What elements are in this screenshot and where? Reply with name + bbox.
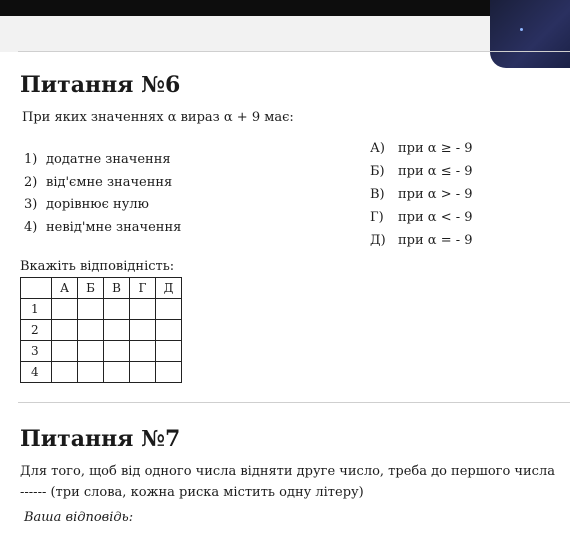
grid-row: [21, 362, 182, 383]
option-number: 3): [24, 197, 38, 212]
option-number: 4): [24, 219, 38, 235]
answer-text: при α > - 9: [398, 187, 473, 202]
divider: [18, 51, 570, 52]
grid-cell[interactable]: [104, 320, 130, 341]
grid-cell[interactable]: [78, 341, 104, 362]
answer-text: при α < - 9: [398, 210, 473, 225]
grid-cell[interactable]: [52, 362, 78, 383]
option-text: дорівнює нулю: [46, 197, 149, 212]
option-text: від'ємне значення: [46, 174, 173, 190]
grid-cell[interactable]: [130, 341, 156, 362]
grid-cell[interactable]: [156, 362, 182, 383]
top-bar: [0, 0, 570, 16]
option-number: 2): [24, 174, 38, 190]
answer-item: [370, 164, 473, 187]
question-6-prompt: При яких значеннях α вираз α + 9 має:: [22, 110, 294, 125]
grid-cell[interactable]: [52, 299, 78, 320]
matching-grid: [20, 277, 182, 383]
answer-item: [370, 233, 473, 256]
grid-row-header: 4: [21, 362, 52, 383]
answer-item: [370, 187, 473, 210]
grid-column-header: В: [104, 278, 130, 299]
grid-cell[interactable]: [130, 362, 156, 383]
corner-widget: [490, 0, 570, 68]
answer-letter: Д): [370, 233, 386, 248]
divider: [18, 402, 570, 403]
grid-row-header: 1: [21, 299, 52, 320]
answer-item: [370, 210, 473, 233]
grid-cell[interactable]: [104, 362, 130, 383]
grid-cell[interactable]: [104, 341, 130, 362]
answer-text: при α ≥ - 9: [398, 141, 473, 156]
answer-item: [370, 141, 473, 164]
option-item: [24, 152, 181, 175]
grid-cell[interactable]: [130, 320, 156, 341]
grid-row: [21, 320, 182, 341]
answer-letter: А): [370, 141, 385, 156]
grid-row-header: 2: [21, 320, 52, 341]
option-number: 1): [24, 152, 38, 167]
grid-column-header: А: [52, 278, 78, 299]
grid-column-header: Г: [130, 278, 156, 299]
grid-cell[interactable]: [156, 341, 182, 362]
answer-text: при α ≤ - 9: [398, 164, 473, 179]
grid-cell[interactable]: [52, 320, 78, 341]
answer-field-label[interactable]: Ваша відповідь:: [24, 510, 134, 525]
grid-cell[interactable]: [130, 299, 156, 320]
grid-header-row: [21, 278, 182, 299]
match-label: Вкажіть відповідність:: [20, 259, 175, 274]
grid-cell[interactable]: [52, 341, 78, 362]
option-item: [24, 197, 181, 220]
option-text: невід'мне значення: [46, 219, 182, 235]
grid-cell[interactable]: [78, 299, 104, 320]
grid-row: [21, 341, 182, 362]
option-list: [24, 152, 181, 242]
grid-cell[interactable]: [156, 320, 182, 341]
answer-letter: Г): [370, 210, 384, 225]
answer-letter: В): [370, 187, 385, 202]
header-strip: [0, 16, 570, 52]
option-item: [24, 175, 181, 198]
question-7-line-1: Для того, щоб від одного числа відняти друге число, треба до першого числа: [20, 464, 555, 479]
answer-text: при α = - 9: [398, 233, 473, 248]
grid-cell[interactable]: [78, 362, 104, 383]
option-text: додатне значення: [46, 152, 171, 167]
corner-dot: [520, 28, 523, 31]
grid-column-header: Б: [78, 278, 104, 299]
question-7-title: Питання №7: [20, 426, 181, 452]
grid-cell[interactable]: [78, 320, 104, 341]
question-7-line-2: ------ (три слова, кожна риска містить одну літеру): [20, 485, 364, 500]
grid-row-header: 3: [21, 341, 52, 362]
grid-cell[interactable]: [156, 299, 182, 320]
grid-cell[interactable]: [104, 299, 130, 320]
question-6-title: Питання №6: [20, 72, 181, 98]
option-item: [24, 220, 181, 243]
answer-letter: Б): [370, 164, 385, 179]
grid-column-header: Д: [156, 278, 182, 299]
grid-row: [21, 299, 182, 320]
answer-list: [370, 141, 473, 256]
grid-corner-cell: [21, 278, 52, 299]
